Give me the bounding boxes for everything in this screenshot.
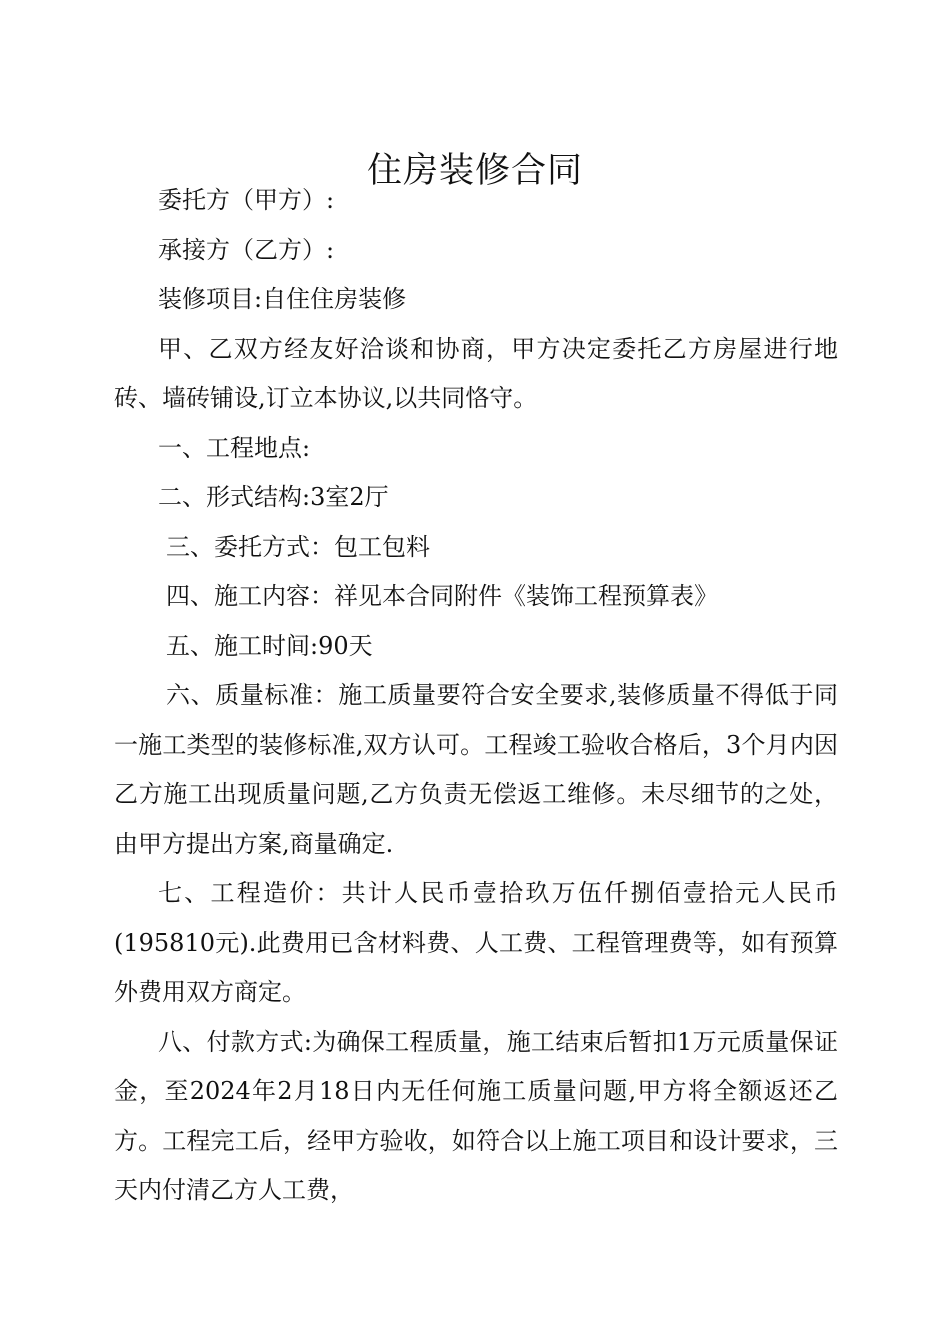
contractor-party-line: 承接方（乙方）: xyxy=(158,235,335,264)
document-title: 住房装修合同 xyxy=(366,151,583,192)
preamble-paragraph: 甲、乙双方经友好洽谈和协商，甲方决定委托乙方房屋进行地砖、墙砖铺设,订立本协议,以共同恪守。 xyxy=(114,334,838,412)
clause-payment: 八、付款方式:为确保工程质量，施工结束后暂扣1万元质量保证金，至2024年2月18日内无任何施工质量问题,甲方将全额返还乙方。工程完工后，经甲方验收，如符合以上施工项目和设计要求，三天内付清乙方人工费， xyxy=(114,1027,838,1204)
clause-quality-standard: 六、质量标准：施工质量要符合安全要求,装修质量不得低于同一施工类型的装修标准,双方认可。工程竣工验收合格后，3个月内因乙方施工出现质量问题,乙方负责无偿返工维修。未尽细节的之处，由甲方提出方案,商量确定. xyxy=(114,681,838,858)
clause-work-time: 五、施工时间:90天 xyxy=(166,631,373,660)
client-party-line: 委托方（甲方）: xyxy=(158,186,335,214)
project-line: 装修项目:自住住房装修 xyxy=(158,285,407,313)
clause-commission-method: 三、委托方式：包工包料 xyxy=(166,532,430,561)
clause-location: 一、工程地点: xyxy=(158,433,311,462)
clause-work-content: 四、施工内容：祥见本合同附件《装饰工程预算表》 xyxy=(166,582,718,610)
clause-cost: 七、工程造价：共计人民币壹拾玖万伍仟捌佰壹拾元人民币(195810元).此费用已含材料费、人工费、工程管理费等，如有预算外费用双方商定。 xyxy=(114,879,838,1006)
contract-body xyxy=(114,176,838,1216)
clause-structure: 二、形式结构:3室2厅 xyxy=(158,483,389,511)
